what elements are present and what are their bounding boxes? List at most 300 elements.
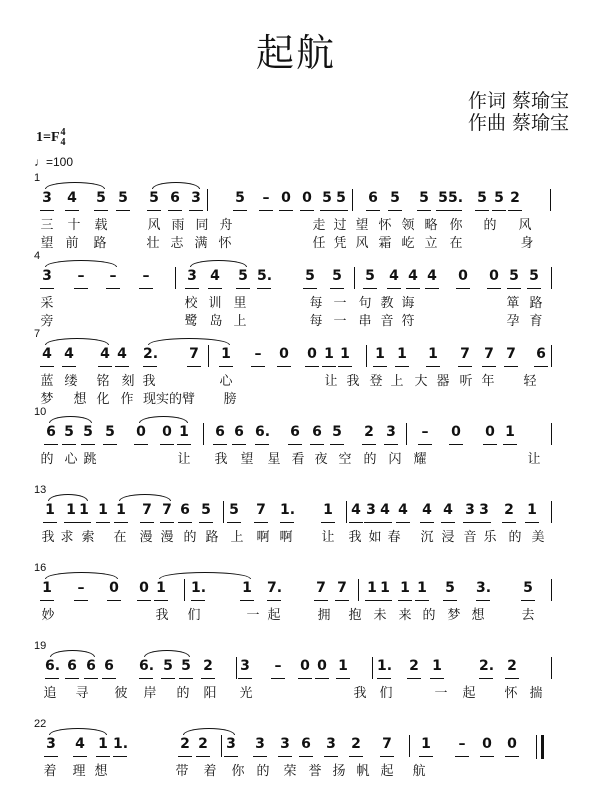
lyric-line1: 铭: [96, 374, 110, 389]
lyric-line1: 空: [338, 452, 352, 467]
eighth-beam: [191, 600, 205, 601]
lyric-line1: 抱: [348, 608, 362, 623]
measure-number: 22: [34, 718, 47, 730]
note: 2: [351, 736, 361, 752]
eighth-beam: [160, 522, 174, 523]
eighth-beam: [334, 210, 348, 211]
lyric-line2: 想: [73, 392, 87, 407]
lyric-line1: 航: [412, 764, 426, 779]
lyric-line1: 想: [471, 608, 485, 623]
tie-slur: [45, 572, 118, 579]
lyric-line1: 的: [483, 218, 497, 233]
eighth-beam: [233, 210, 247, 211]
note: 3: [386, 424, 396, 440]
note: 5: [238, 268, 248, 284]
lyric-line1: 上: [390, 374, 404, 389]
eighth-beam: [330, 444, 344, 445]
eighth-beam: [315, 678, 329, 679]
lyric-line1: 耀: [413, 452, 427, 467]
eighth-beam: [65, 210, 79, 211]
note: 6: [180, 502, 190, 518]
eighth-beam: [102, 678, 116, 679]
eighth-beam: [338, 366, 352, 367]
note: 3: [465, 502, 475, 518]
note: 5: [83, 424, 93, 440]
note: 5.: [448, 190, 464, 206]
lyric-line1: 一: [333, 296, 347, 311]
measure-number: 1: [34, 172, 41, 184]
lyric-line2: 化: [96, 392, 110, 407]
lyric-line1: 心: [219, 374, 233, 389]
lyric-line1: 着: [43, 764, 57, 779]
note: 0: [139, 580, 149, 596]
song-title: 起航: [255, 31, 336, 75]
lyric-line1: 沉: [420, 530, 434, 545]
eighth-beam: [161, 678, 175, 679]
eighth-beam: [139, 678, 153, 679]
lyric-line1: 十: [67, 218, 81, 233]
eighth-beam: [365, 600, 379, 601]
note: 5: [201, 502, 211, 518]
lyric-line2: 每: [309, 314, 323, 329]
note: –: [274, 658, 282, 674]
lyric-line1: 你: [449, 218, 463, 233]
lyric-line2: 立: [424, 236, 438, 251]
quarter-note-icon: ♩: [34, 155, 46, 169]
note: –: [254, 346, 262, 362]
note: 1: [432, 658, 442, 674]
eighth-beam: [492, 210, 506, 211]
measure-number: 7: [34, 328, 41, 340]
eighth-beam: [81, 444, 95, 445]
note: 0: [162, 424, 172, 440]
tie-slur: [49, 416, 92, 423]
lyric-line1: 拥: [317, 608, 331, 623]
eighth-beam: [418, 444, 432, 445]
barline: [550, 189, 551, 211]
lyric-line1: 帆: [356, 764, 370, 779]
note: 0: [302, 190, 312, 206]
eighth-beam: [255, 444, 269, 445]
note: 4: [422, 502, 432, 518]
lyric-line1: 夜: [314, 452, 328, 467]
note: 1: [400, 580, 410, 596]
eighth-beam: [476, 600, 490, 601]
lyric-line1: 们: [379, 686, 393, 701]
note: 5: [419, 190, 429, 206]
note: 5: [494, 190, 504, 206]
note: 2: [504, 502, 514, 518]
eighth-beam: [208, 288, 222, 289]
note: 1: [42, 580, 52, 596]
lyric-line1: 教: [380, 296, 394, 311]
eighth-beam: [271, 678, 285, 679]
note: 1: [421, 736, 431, 752]
eighth-beam: [479, 678, 493, 679]
lyric-line1: 三: [40, 218, 54, 233]
lyric-line1: 我: [41, 530, 55, 545]
eighth-beam: [238, 678, 252, 679]
lyric-line2: 上: [233, 314, 247, 329]
barline: [203, 423, 204, 445]
eighth-beam: [378, 522, 392, 523]
tie-slur: [119, 494, 171, 501]
note: 7.: [267, 580, 283, 596]
note: 5: [332, 268, 342, 284]
lyric-line2: 梦: [40, 392, 54, 407]
eighth-beam: [278, 756, 292, 757]
barline: [221, 735, 222, 757]
barline: [551, 267, 552, 289]
note: 1: [66, 502, 76, 518]
eighth-beam: [279, 210, 293, 211]
eighth-beam: [378, 600, 392, 601]
note: 0: [458, 268, 468, 284]
note: 5: [365, 268, 375, 284]
note: 4: [389, 268, 399, 284]
lyric-line1: 闪: [388, 452, 402, 467]
lyric-line1: 啊: [279, 530, 293, 545]
barline: [358, 579, 359, 601]
lyric-line1: 刻: [121, 374, 135, 389]
note: 5: [163, 658, 173, 674]
barline: [352, 189, 353, 211]
note: 5: [529, 268, 539, 284]
note: 1: [338, 658, 348, 674]
eighth-beam: [267, 600, 281, 601]
lyric-line1: 扬: [332, 764, 346, 779]
eighth-beam: [147, 210, 161, 211]
lyric-line1: 里: [233, 296, 247, 311]
note: 0: [109, 580, 119, 596]
eighth-beam: [363, 288, 377, 289]
lyric-line1: 风: [518, 218, 532, 233]
eighth-beam: [187, 366, 201, 367]
note: –: [109, 268, 117, 284]
note: 7: [142, 502, 152, 518]
eighth-beam: [160, 444, 174, 445]
eighth-beam: [507, 288, 521, 289]
lyric-line1: 风: [147, 218, 161, 233]
lyric-line1: 理: [72, 764, 86, 779]
lyric-line2: 作: [120, 392, 134, 407]
barline: [207, 189, 208, 211]
note: 1.: [191, 580, 207, 596]
barline: [366, 345, 367, 367]
note: 7: [460, 346, 470, 362]
eighth-beam: [534, 366, 548, 367]
composer-credit: 作曲 蔡瑜宝: [468, 112, 570, 134]
eighth-beam: [373, 366, 387, 367]
barline: [208, 345, 209, 367]
eighth-beam: [443, 600, 457, 601]
lyric-line1: 载: [94, 218, 108, 233]
eighth-beam: [154, 600, 168, 601]
lyric-line1: 训: [208, 296, 222, 311]
eighth-beam: [227, 522, 241, 523]
eighth-beam: [178, 756, 192, 757]
eighth-beam: [322, 366, 336, 367]
note: 2: [409, 658, 419, 674]
note: 6: [290, 424, 300, 440]
note: 7: [484, 346, 494, 362]
note: 1: [242, 580, 252, 596]
eighth-beam: [324, 756, 338, 757]
lyric-line1: 你: [231, 764, 245, 779]
lyric-line1: 梦: [447, 608, 461, 623]
lyric-line1: 带: [175, 764, 189, 779]
note: 4: [443, 502, 453, 518]
note: 4: [351, 502, 361, 518]
eighth-beam: [84, 678, 98, 679]
lyric-line1: 箪: [506, 296, 520, 311]
note: 5: [149, 190, 159, 206]
lyric-line1: 每: [309, 296, 323, 311]
note: 5: [322, 190, 332, 206]
eighth-beam: [395, 366, 409, 367]
barline: [406, 423, 407, 445]
eighth-beam: [417, 210, 431, 211]
lyric-line1: 跳: [83, 452, 97, 467]
lyric-line1: 漫: [139, 530, 153, 545]
eighth-beam: [298, 678, 312, 679]
lyric-line1: 的: [183, 530, 197, 545]
lyric-line2: 前: [65, 236, 79, 251]
lyric-line1: 蓝: [40, 374, 54, 389]
lyric-line1: 求: [60, 530, 74, 545]
note: 0: [136, 424, 146, 440]
lyric-line1: 让: [527, 452, 541, 467]
note: –: [458, 736, 466, 752]
note: 1: [79, 502, 89, 518]
eighth-beam: [300, 210, 314, 211]
tie-slur: [50, 650, 95, 657]
eighth-beam: [320, 210, 334, 211]
barline: [551, 423, 552, 445]
eighth-beam: [40, 366, 54, 367]
lyric-line1: 我: [348, 530, 362, 545]
note: 0: [507, 736, 517, 752]
note: 4: [398, 502, 408, 518]
lyric-line1: 的: [256, 764, 270, 779]
final-barline-thin: [536, 735, 537, 759]
note: 1.: [280, 502, 296, 518]
eighth-beam: [504, 366, 518, 367]
note: 0: [451, 424, 461, 440]
eighth-beam: [502, 522, 516, 523]
lyric-line1: 我: [346, 374, 360, 389]
lyric-line1: 怀: [504, 686, 518, 701]
note: 5: [105, 424, 115, 440]
note: 6: [215, 424, 225, 440]
note: 4: [210, 268, 220, 284]
lyric-line2: 岛: [209, 314, 223, 329]
tie-slur: [49, 728, 107, 735]
eighth-beam: [219, 366, 233, 367]
note: 0: [300, 658, 310, 674]
eighth-beam: [482, 366, 496, 367]
lyric-line1: 美: [531, 530, 545, 545]
lyric-line1: 荣: [283, 764, 297, 779]
note: 2: [507, 658, 517, 674]
tie-slur: [144, 650, 190, 657]
lyric-line2: 鹭: [184, 314, 198, 329]
eighth-beam: [487, 288, 501, 289]
note: 7: [162, 502, 172, 518]
barline: [551, 345, 552, 367]
lyric-line1: 誉: [308, 764, 322, 779]
note: 1: [340, 346, 350, 362]
eighth-beam: [527, 288, 541, 289]
eighth-beam: [74, 288, 88, 289]
barline: [236, 657, 237, 679]
eighth-beam: [377, 678, 391, 679]
note: 5.: [257, 268, 273, 284]
note: 1: [221, 346, 231, 362]
eighth-beam: [288, 444, 302, 445]
eighth-beam: [107, 600, 121, 601]
lyric-line2: 串: [358, 314, 372, 329]
note: 7: [316, 580, 326, 596]
note: 0: [281, 190, 291, 206]
tie-slur: [48, 494, 88, 501]
lyric-line1: 路: [205, 530, 219, 545]
lyric-line1: 采: [40, 296, 54, 311]
eighth-beam: [310, 444, 324, 445]
lyric-line1: 的: [40, 452, 54, 467]
eighth-beam: [480, 756, 494, 757]
eighth-beam: [420, 522, 434, 523]
lyric-line1: 我: [214, 452, 228, 467]
lyric-line2: 音: [380, 314, 394, 329]
eighth-beam: [463, 522, 477, 523]
lyric-line2: 一: [333, 314, 347, 329]
eighth-beam: [43, 522, 57, 523]
eighth-beam: [179, 678, 193, 679]
eighth-beam: [396, 522, 410, 523]
lyric-line1: 我: [142, 374, 156, 389]
lyric-line1: 诲: [401, 296, 415, 311]
eighth-beam: [521, 600, 535, 601]
note: 1: [380, 580, 390, 596]
eighth-beam: [441, 522, 455, 523]
eighth-beam: [406, 288, 420, 289]
note: –: [77, 268, 85, 284]
eighth-beam: [224, 756, 238, 757]
lyric-line1: 浸: [441, 530, 455, 545]
eighth-beam: [96, 756, 110, 757]
barline: [346, 501, 347, 523]
note: 1: [428, 346, 438, 362]
lyric-line1: 雨: [171, 218, 185, 233]
eighth-beam: [73, 756, 87, 757]
note: 5: [390, 190, 400, 206]
lyric-line1: 未: [373, 608, 387, 623]
lyric-line1: 路: [529, 296, 543, 311]
lyric-line1: 上: [230, 530, 244, 545]
eighth-beam: [236, 288, 250, 289]
note: 3: [187, 268, 197, 284]
tie-slur: [45, 338, 109, 345]
lyric-line1: 看: [291, 452, 305, 467]
lyric-line1: 走: [312, 218, 326, 233]
lyric-line1: 岸: [143, 686, 157, 701]
note: 5: [64, 424, 74, 440]
note: 6: [86, 658, 96, 674]
lyric-line1: 的: [422, 608, 436, 623]
eighth-beam: [455, 756, 469, 757]
note: 5: [181, 658, 191, 674]
barline: [551, 501, 552, 523]
eighth-beam: [415, 600, 429, 601]
note: 6: [67, 658, 77, 674]
note: 6.: [255, 424, 271, 440]
note: 0: [485, 424, 495, 440]
barline: [223, 501, 224, 523]
eighth-beam: [475, 210, 489, 211]
note: 3: [479, 502, 489, 518]
note: 1: [98, 502, 108, 518]
lyric-line1: 音: [463, 530, 477, 545]
note: 6: [312, 424, 322, 440]
note: 4: [380, 502, 390, 518]
lyric-line1: 略: [424, 218, 438, 233]
lyric-line1: 彼: [114, 686, 128, 701]
lyric-line2: 在: [449, 236, 463, 251]
lyric-line1: 一: [246, 608, 260, 623]
lyric-line1: 起: [380, 764, 394, 779]
lyric-line1: 想: [94, 764, 108, 779]
eighth-beam: [419, 756, 433, 757]
lyric-line1: 寻: [75, 686, 89, 701]
tie-slur: [148, 338, 230, 345]
measure-number: 13: [34, 484, 47, 496]
eighth-beam: [335, 600, 349, 601]
eighth-beam: [398, 600, 412, 601]
note: 4: [75, 736, 85, 752]
eighth-beam: [196, 756, 210, 757]
lyric-line1: 揣: [529, 686, 543, 701]
eighth-beam: [314, 600, 328, 601]
eighth-beam: [134, 444, 148, 445]
note: 1: [323, 502, 333, 518]
lyric-line1: 缕: [64, 374, 78, 389]
eighth-beam: [113, 756, 127, 757]
note: 5: [336, 190, 346, 206]
note: –: [262, 190, 270, 206]
note: 5: [445, 580, 455, 596]
eighth-beam: [477, 522, 491, 523]
lyric-line1: 大: [414, 374, 428, 389]
eighth-beam: [139, 288, 153, 289]
note: 1: [505, 424, 515, 440]
barline: [409, 735, 410, 757]
note: 2: [198, 736, 208, 752]
lyric-line1: 让: [324, 374, 338, 389]
eighth-beam: [426, 366, 440, 367]
note: 3.: [476, 580, 492, 596]
eighth-beam: [65, 678, 79, 679]
eighth-beam: [364, 522, 378, 523]
tie-slur: [190, 260, 247, 267]
eighth-beam: [40, 600, 54, 601]
note: 6: [234, 424, 244, 440]
lyric-line2: 志: [170, 236, 184, 251]
lyric-line1: 让: [321, 530, 335, 545]
eighth-beam: [98, 366, 112, 367]
lyric-line1: 一: [434, 686, 448, 701]
eighth-beam: [103, 444, 117, 445]
